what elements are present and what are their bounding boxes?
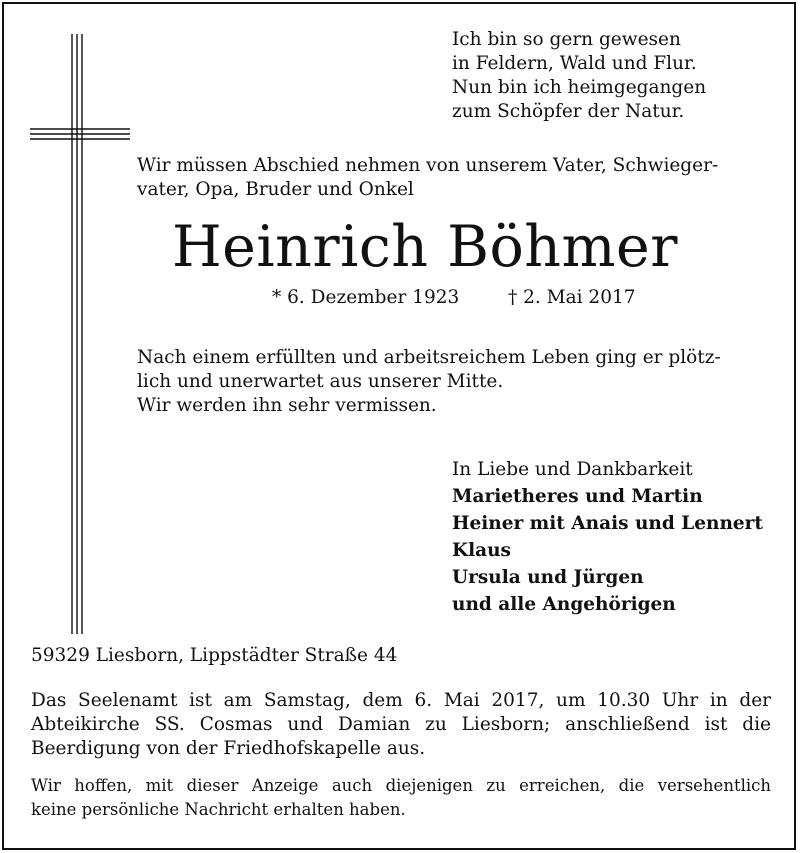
mourner-line: Ursula und Jürgen <box>452 567 644 588</box>
cross-icon <box>30 34 130 634</box>
mourner-line: Marietheres und Martin <box>452 486 703 507</box>
life-line: Wir werden ihn sehr vermissen. <box>137 395 437 416</box>
intro-line: Wir müssen Abschied nehmen von unserem Vater, Schwieger- <box>137 155 719 176</box>
poem-line: Nun bin ich heimgegangen <box>452 77 707 98</box>
address: 59329 Liesborn, Lippstädter Straße 44 <box>31 645 398 666</box>
death-date: † 2. Mai 2017 <box>508 287 636 308</box>
notice-line: keine persönliche Nachricht erhalten haben. <box>31 800 406 819</box>
poem-line: in Feldern, Wald und Flur. <box>452 53 697 74</box>
mourner-line: Klaus <box>452 540 511 561</box>
funeral-info <box>31 689 771 761</box>
poem <box>452 28 706 124</box>
intro-line: vater, Opa, Bruder und Onkel <box>137 179 414 200</box>
life-line: lich und unerwartet aus unserer Mitte. <box>137 371 504 392</box>
poem-line: zum Schöpfer der Natur. <box>452 101 685 122</box>
mourner-line: Heiner mit Anais und Lennert <box>452 513 763 534</box>
signoff-intro: In Liebe und Dankbarkeit <box>452 459 693 480</box>
deceased-name: Heinrich Böhmer <box>171 214 679 280</box>
signoff <box>452 456 763 618</box>
mourner-line: und alle Angehörigen <box>452 594 676 615</box>
notice-line: Wir hoffen, mit dieser Anzeige auch diejenigen zu erreichen, die versehentlich <box>31 776 771 795</box>
intro-text <box>137 154 718 202</box>
funeral-line: Abteikirche SS. Cosmas und Damian zu Liesborn; anschließend ist die <box>31 714 771 735</box>
birth-date: * 6. Dezember 1923 <box>272 287 460 308</box>
life-text <box>137 346 721 418</box>
life-line: Nach einem erfüllten und arbeitsreichem Leben ging er plötz- <box>137 347 721 368</box>
funeral-line: Das Seelenamt ist am Samstag, dem 6. Mai 2017, um 10.30 Uhr in der <box>31 690 771 711</box>
funeral-line: Beerdigung von der Friedhofskapelle aus. <box>31 738 426 759</box>
notice-text <box>31 774 771 822</box>
poem-line: Ich bin so gern gewesen <box>452 29 681 50</box>
